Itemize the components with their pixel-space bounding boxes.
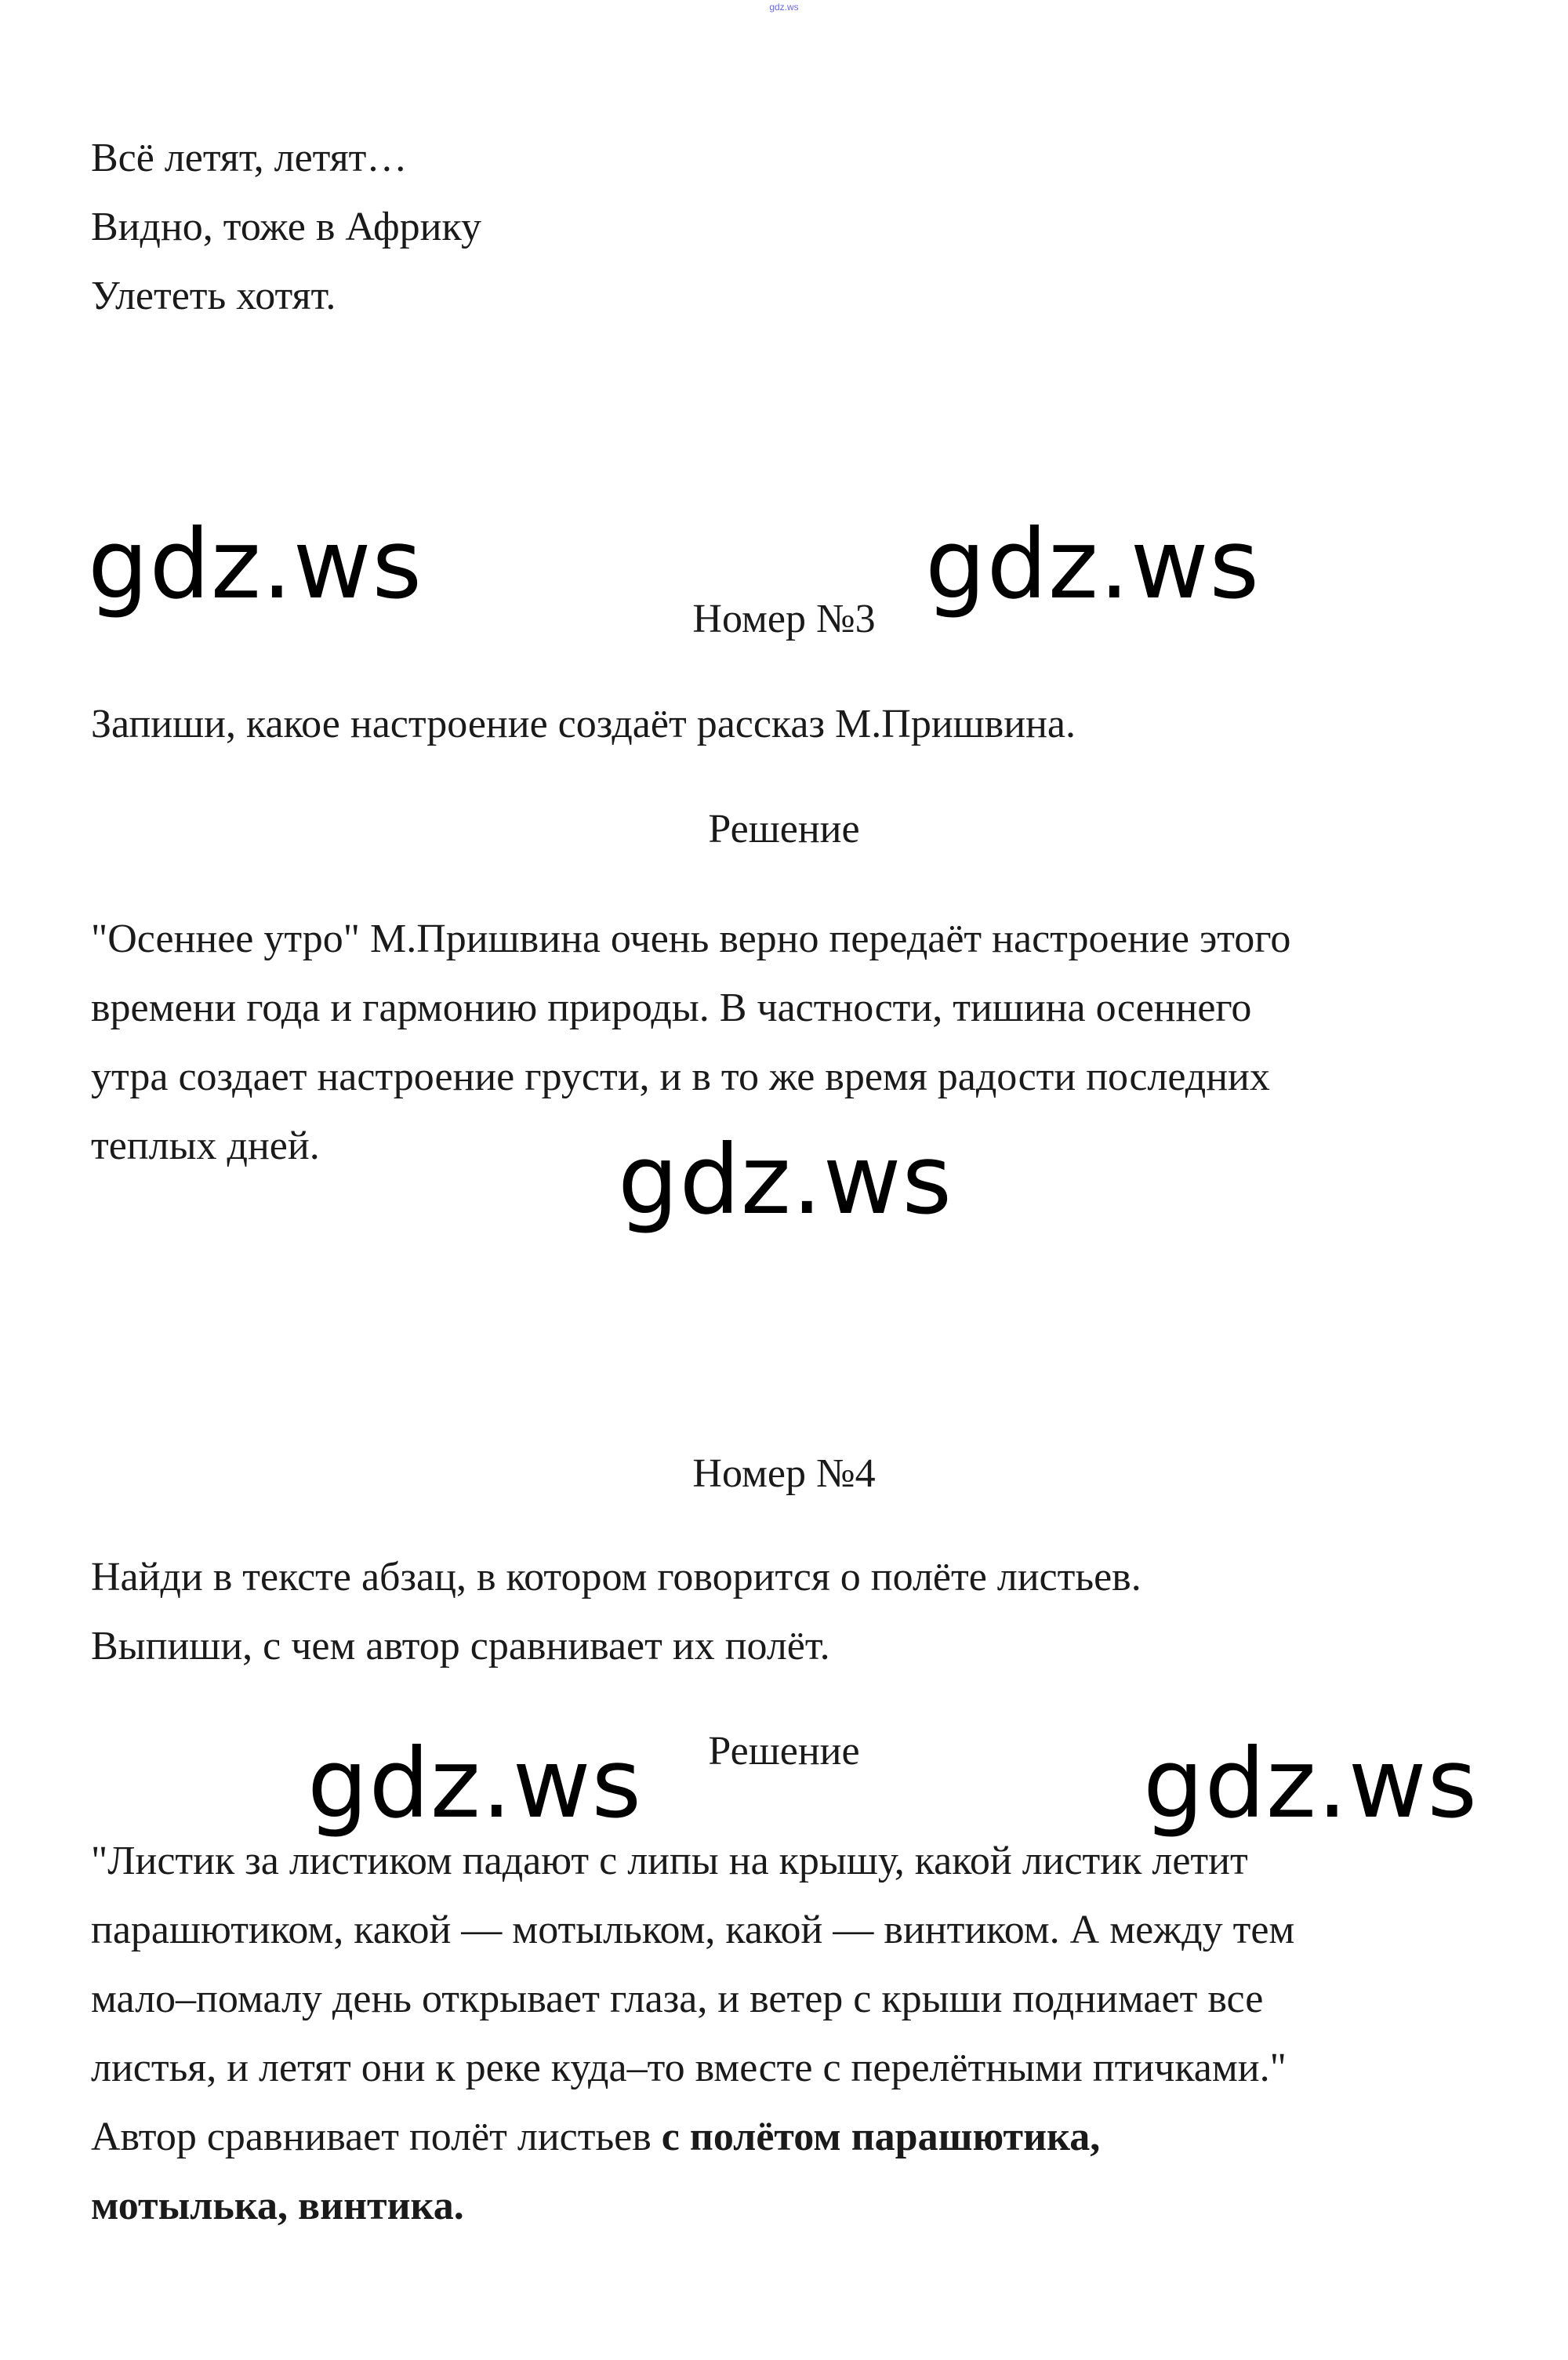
watermark-4: gdz.ws: [307, 1728, 643, 1839]
task3-solution-label: Решение: [708, 807, 860, 851]
task4-quote-line-2: парашютиком, какой — мотыльком, какой — винтиком. А между тем: [91, 1908, 1295, 1952]
task4-question-line-2: Выпиши, с чем автор сравнивает их полёт.: [91, 1624, 830, 1668]
poem-line-1: Всё летят, летят…: [91, 136, 408, 180]
watermark-2: gdz.ws: [925, 509, 1261, 620]
task4-conclusion-plain: Автор сравнивает полёт листьев: [91, 2115, 662, 2159]
task4-quote-line-1: "Листик за листиком падают с липы на крышу, какой листик летит: [91, 1839, 1248, 1883]
task3-question: Запиши, какое настроение создаёт рассказ М.Пришвина.: [91, 702, 1076, 746]
task3-heading: Номер №3: [692, 597, 876, 641]
task4-conclusion-bold-1: с полётом парашютика,: [661, 2115, 1101, 2159]
site-mark: gdz.ws: [769, 2, 799, 13]
task4-quote-line-4: листья, и летят они к реке куда–то вместе с перелётными птичками.": [91, 2046, 1287, 2090]
task4-heading: Номер №4: [692, 1451, 876, 1496]
watermark-1: gdz.ws: [88, 509, 423, 620]
watermark-5: gdz.ws: [1143, 1728, 1479, 1839]
task3-answer-line-4: теплых дней.: [91, 1124, 320, 1168]
watermark-3: gdz.ws: [618, 1124, 953, 1236]
task3-answer-line-3: утра создает настроение грусти, и в то же время радости последних: [91, 1055, 1270, 1099]
task4-question-line-1: Найди в тексте абзац, в котором говорится о полёте листьев.: [91, 1555, 1142, 1599]
task3-answer-line-1: "Осеннее утро" М.Пришвина очень верно передаёт настроение этого: [91, 917, 1291, 961]
poem-line-3: Улететь хотят.: [91, 274, 336, 318]
task4-conclusion-line-1: [91, 2103, 1100, 2172]
task3-answer-line-2: времени года и гармонию природы. В частности, тишина осеннего: [91, 986, 1252, 1030]
task4-quote-line-3: мало–помалу день открывает глаза, и ветер с крыши поднимает все: [91, 1977, 1264, 2021]
poem-line-2: Видно, тоже в Африку: [91, 205, 482, 249]
task4-conclusion-line-2: мотылька, винтика.: [91, 2184, 464, 2228]
task4-solution-label: Решение: [708, 1729, 860, 1774]
